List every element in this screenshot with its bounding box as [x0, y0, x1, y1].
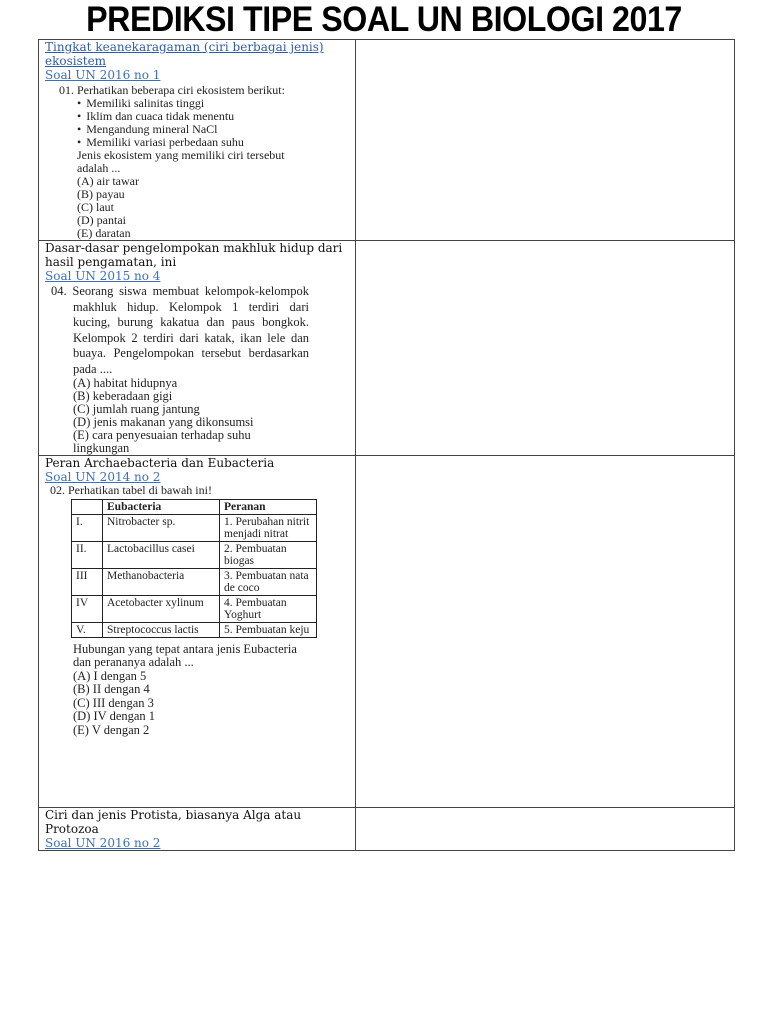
left-cell — [39, 40, 356, 241]
table-cell: I. — [72, 515, 103, 542]
left-cell — [39, 241, 356, 456]
column-header: Peranan — [220, 500, 317, 515]
question-link[interactable]: Soal UN 2016 no 1 — [45, 68, 161, 82]
table-cell: 5. Pembuatan keju — [220, 623, 317, 638]
table-row — [39, 456, 735, 808]
topic-label: Ciri dan jenis Protista, biasanya Alga atau Protozoa — [45, 808, 302, 836]
left-cell — [39, 456, 356, 808]
table-cell: Acetobacter xylinum — [103, 596, 220, 623]
table-row — [72, 623, 317, 638]
question-stem: 02. Perhatikan tabel di bawah ini! — [50, 483, 212, 497]
column-header — [72, 500, 103, 515]
table-cell: Nitrobacter sp. — [103, 515, 220, 542]
table-cell: V. — [72, 623, 103, 638]
table-row — [72, 542, 317, 569]
question-stem: 04. Seorang siswa membuat kelompok-kelompok makhluk hidup. Kelompok 1 terdiri dari kucing, burung kakatua dan paus bongkok. Kelompok 2 terdiri dari katak, ikan lele dan buaya. Pengelompokan tersebut berdasarkan pada .... — [51, 284, 309, 376]
table-row — [39, 40, 735, 241]
question-lead: Hubungan yang tepat antara jenis Eubacteria — [73, 642, 297, 656]
question-lead: adalah ... — [77, 161, 121, 175]
table-cell: 2. Pembuatan biogas — [220, 542, 317, 569]
answer-option: (B) keberadaan gigi — [73, 389, 173, 403]
right-cell — [356, 456, 735, 808]
answer-option: (E) V dengan 2 — [73, 722, 150, 737]
question-block — [45, 84, 355, 240]
table-row — [72, 569, 317, 596]
answer-option: (B) II dengan 4 — [73, 682, 150, 696]
answer-option: (C) jumlah ruang jantung — [73, 402, 200, 416]
question-stem: 01. Perhatikan beberapa ciri ekosistem berikut: — [59, 83, 285, 97]
table-cell: Streptococcus lactis — [103, 623, 220, 638]
table-cell: Methanobacteria — [103, 569, 220, 596]
answer-option: (C) III dengan 3 — [73, 695, 154, 710]
eubacteria-table — [71, 499, 317, 638]
table-cell: II. — [72, 542, 103, 569]
answer-option: (E) cara penyesuaian terhadap suhu lingkungan — [73, 428, 251, 455]
answer-option: (E) daratan — [77, 226, 131, 240]
list-item: • Memiliki salinitas tinggi — [59, 97, 355, 110]
question-link[interactable]: Soal UN 2015 no 4 — [45, 269, 161, 283]
table-cell: III — [72, 569, 103, 596]
table-cell: Lactobacillus casei — [103, 542, 220, 569]
left-cell — [39, 808, 356, 851]
question-block — [45, 284, 309, 455]
table-row — [72, 596, 317, 623]
topic-label: Peran Archaebacteria dan Eubacteria — [45, 456, 275, 470]
answer-option: (D) jenis makanan yang dikonsumsi — [73, 415, 254, 429]
answer-option: (A) habitat hidupnya — [73, 376, 178, 390]
list-item: • Mengandung mineral NaCl — [59, 123, 355, 136]
answer-option: (C) laut — [77, 200, 114, 214]
page-title: PREDIKSI TIPE SOAL UN BIOLOGI 2017 — [86, 0, 682, 39]
table-cell: 4. Pembuatan Yoghurt — [220, 596, 317, 623]
table-row — [39, 808, 735, 851]
right-cell — [356, 40, 735, 241]
table-cell: IV — [72, 596, 103, 623]
table-cell: 3. Pembuatan nata de coco — [220, 569, 317, 596]
table-row — [72, 500, 317, 515]
table-row — [39, 241, 735, 456]
topic-label: Dasar-dasar pengelompokan makhluk hidup dari hasil pengamatan, ini — [45, 241, 343, 269]
answer-option: (A) air tawar — [77, 174, 139, 188]
list-item: • Memiliki variasi perbedaan suhu — [59, 136, 355, 149]
table-row — [72, 515, 317, 542]
answer-option: (D) pantai — [77, 213, 126, 227]
column-header: Eubacteria — [103, 500, 220, 515]
question-block — [45, 484, 355, 737]
list-item: • Iklim dan cuaca tidak menentu — [59, 110, 355, 123]
right-cell — [356, 808, 735, 851]
topics-table — [38, 39, 735, 851]
question-link[interactable]: Soal UN 2016 no 2 — [45, 836, 161, 850]
question-lead: Jenis ekosistem yang memiliki ciri tersebut — [77, 148, 285, 162]
question-lead: dan perananya adalah ... — [73, 655, 194, 669]
table-cell: 1. Perubahan nitrit menjadi nitrat — [220, 515, 317, 542]
answer-option: (B) payau — [77, 187, 125, 201]
answer-option: (A) I dengan 5 — [73, 668, 147, 683]
topic-label: Tingkat keanekaragaman (ciri berbagai jenis) ekosistem — [45, 40, 324, 68]
right-cell — [356, 241, 735, 456]
question-link[interactable]: Soal UN 2014 no 2 — [45, 470, 161, 484]
answer-option: (D) IV dengan 1 — [73, 709, 156, 723]
